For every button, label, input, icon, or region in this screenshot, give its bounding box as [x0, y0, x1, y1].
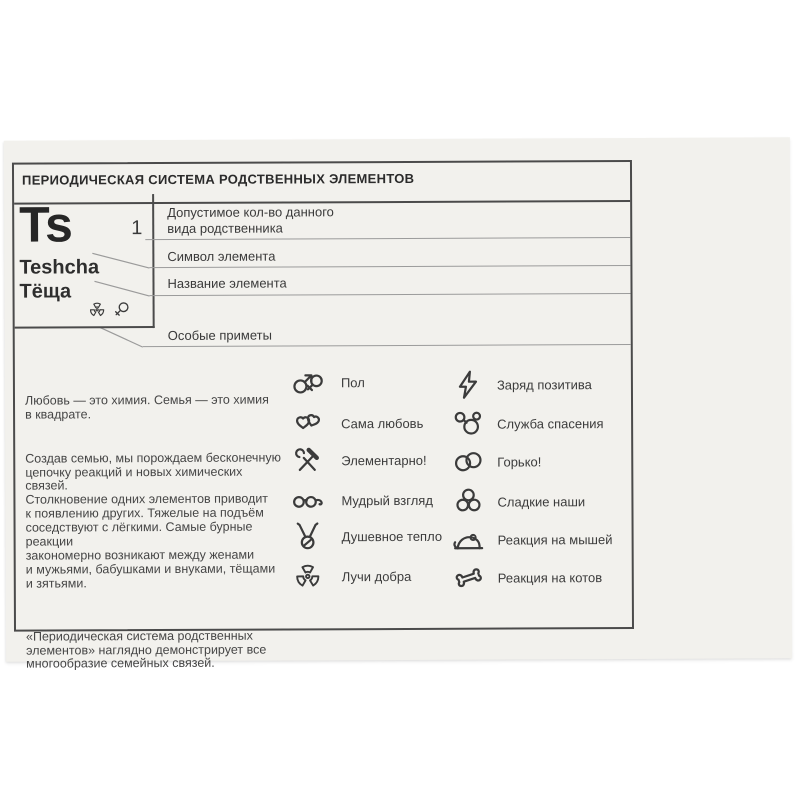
element-name-latin: Teshcha — [19, 256, 100, 279]
rings-icon — [451, 445, 485, 479]
legend-item — [451, 406, 604, 441]
legend-label: Заряд позитива — [496, 376, 592, 393]
intro-paragraph-2: Создав семью, мы порождаем бесконечную цепочку реакций и новых химических связей. Столкновение одних элементов приводит к появлению других. Тяжелые на подъём соседствуют с лёгкими. Самые бурные реакции закономерно возникают между женами и мужьями, бабушками и внуками, тёщами и зятьями. — [25, 450, 281, 591]
card-paper — [4, 137, 792, 672]
crossed-tools-icon — [290, 443, 324, 477]
callout-name-label: Название элемента — [167, 275, 287, 292]
intro-text — [25, 380, 282, 686]
female-icon — [111, 299, 132, 320]
element-cell — [14, 194, 155, 329]
legend-item — [290, 365, 365, 399]
legend-item — [290, 406, 423, 441]
bone-icon — [452, 561, 486, 595]
intro-paragraph-3: «Периодическая система родственных элементов» наглядно демонстрирует все многообразие семейных связей. — [25, 628, 267, 672]
legend-label: Реакция на мышей — [497, 531, 613, 548]
legend-label: Элементарно! — [341, 452, 427, 468]
legend-label: Сладкие наши — [497, 493, 586, 510]
element-count: 1 — [131, 217, 143, 240]
lightning-icon — [451, 368, 485, 402]
element-symbol: Ts — [19, 196, 72, 253]
legend-item — [291, 519, 443, 554]
legend-item — [451, 444, 541, 478]
radiation-icon — [87, 299, 108, 320]
candies-icon — [451, 485, 485, 519]
legend-label: Служба спасения — [497, 415, 604, 432]
legend-item — [452, 522, 613, 557]
radiation-icon — [291, 559, 325, 593]
callout-traits-label: Особые приметы — [167, 327, 272, 344]
legend-item — [451, 367, 592, 402]
intro-paragraph-1: Любовь — это химия. Семья — это химия в квадрате. — [24, 392, 269, 422]
legend-label: Мудрый взгляд — [341, 492, 433, 508]
glasses-icon — [290, 483, 324, 517]
legend-item — [290, 483, 433, 518]
callout-symbol-label: Символ элемента — [167, 248, 276, 265]
element-trait-icons — [87, 299, 132, 320]
callout-count-label: Допустимое кол-во данного вида родственника — [167, 204, 334, 237]
legend-item — [291, 559, 412, 594]
gender-icon — [290, 365, 324, 399]
legend-label: Душевное тепло — [341, 528, 443, 544]
pendant-icon — [291, 519, 325, 553]
legend-item — [290, 443, 427, 478]
mouse-icon — [452, 523, 486, 557]
legend-item — [452, 560, 603, 595]
card-title: ПЕРИОДИЧЕСКАЯ СИСТЕМА РОДСТВЕННЫХ ЭЛЕМЕНТОВ — [14, 162, 630, 205]
legend-item — [451, 484, 585, 519]
pacifier-icon — [451, 407, 485, 441]
element-name-cyrillic: Тёща — [19, 280, 72, 303]
legend-label: Пол — [340, 374, 365, 390]
legend-label: Реакция на котов — [497, 569, 603, 586]
legend-label: Сама любовь — [341, 415, 424, 431]
legend-label: Горько! — [497, 453, 542, 470]
hearts-icon — [290, 406, 324, 440]
legend-label: Лучи добра — [341, 568, 412, 584]
